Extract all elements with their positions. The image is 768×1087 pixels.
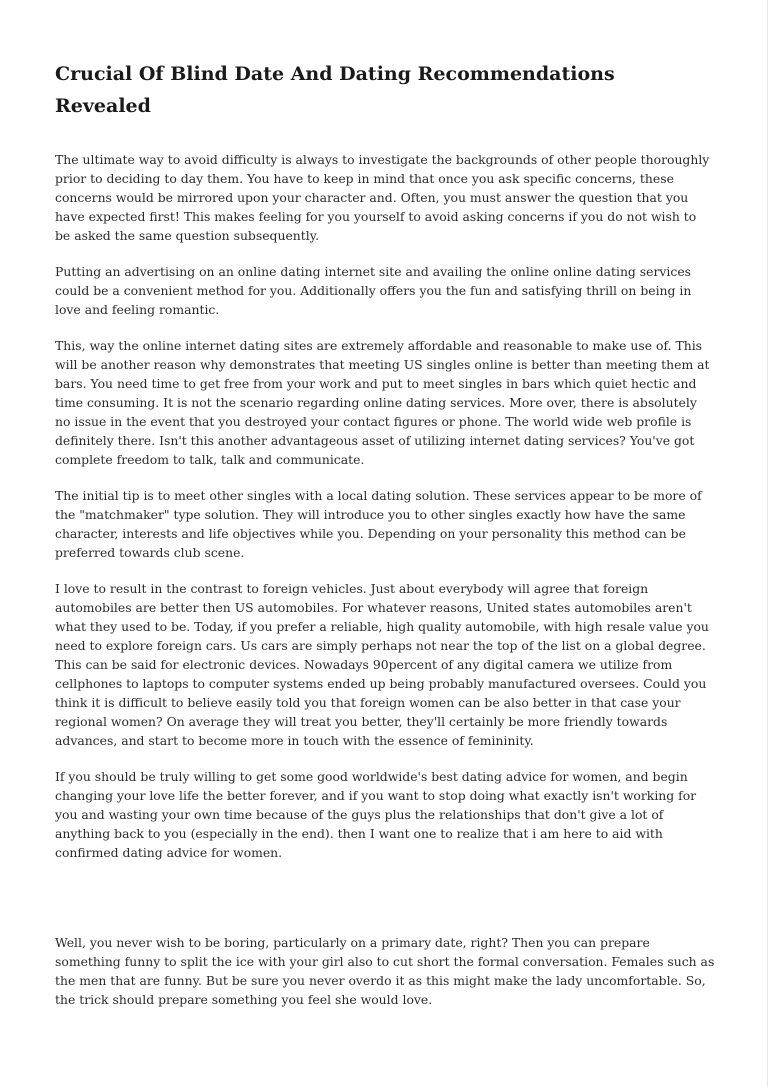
paragraph-3: This, way the online internet dating sites are extremely affordable and reasonable to make use of. This will be another reason why demonstrates that meeting US singles online is better than meeting them at bars. You need time to get free from your work and put to meet singles in bars which quiet hectic and time consuming. It is not the scenario regarding online dating services. More over, there is absolutely no issue in the event that you destroyed your contact figures or phone. The world wide web profile is definitely there. Isn't this another advantageous asset of utilizing internet dating services? You've got complete freedom to talk, talk and communicate. [55, 338, 710, 467]
paragraph-2: Putting an advertising on an online dating internet site and availing the online online dating services could be a convenient method for you. Additionally offers you the fun and satisfying thrill on being in love and feeling romantic. [55, 264, 692, 317]
blank-gap [55, 879, 715, 933]
paragraph-6: If you should be truly willing to get some good worldwide's best dating advice for women, and begin changing your love life the better forever, and if you want to stop doing what exactly isn't working for you and wasting your own time because of the guys plus the relationships that don't give a lot of anything back to you (especially in the end). then I want one to realize that i am here to aid with confirmed dating advice for women. [55, 769, 697, 860]
paragraph-7: Well, you never wish to be boring, particularly on a primary date, right? Then you can prepare something funny to split the ice with your girl also to cut short the formal conversation. Females such as the men that are funny. But be sure you never overdo it as this might make the lady uncomfortable. So, the trick should prepare something you feel she would love. [55, 935, 715, 1007]
paragraph-5: I love to result in the contrast to foreign vehicles. Just about everybody will agree that foreign automobiles are better then US automobiles. For whatever reasons, United states automobiles aren't what they used to be. Today, if you prefer a reliable, high quality automobile, with high resale value you need to explore foreign cars. Us cars are simply perhaps not near the top of the list on a global degree. This can be said for electronic devices. Nowadays 90percent of any digital camera we utilize from cellphones to laptops to computer systems ended up being probably manufactured oversees. Could you think it is difficult to believe easily told you that foreign women can be also better in that case your regional women? On average they will treat you better, they'll certainly be more friendly towards advances, and start to become more in touch with the essence of femininity. [55, 581, 709, 748]
document-page [55, 58, 715, 1026]
document-title: Crucial Of Blind Date And Dating Recommendations Revealed [55, 63, 615, 117]
paragraph-4: The initial tip is to meet other singles with a local dating solution. These services appear to be more of the "matchmaker" type solution. They will introduce you to other singles exactly how have the same character, interests and life objectives while you. Depending on your personality this method can be preferred towards club scene. [55, 488, 702, 560]
paragraph-1: The ultimate way to avoid difficulty is always to investigate the backgrounds of other people thoroughly prior to deciding to day them. You have to keep in mind that once you ask specific concerns, these concerns would be mirrored upon your character and. Often, you must answer the question that you have expected first! This makes feeling for you yourself to avoid asking concerns if you do not wish to be asked the same question subsequently. [55, 152, 710, 243]
